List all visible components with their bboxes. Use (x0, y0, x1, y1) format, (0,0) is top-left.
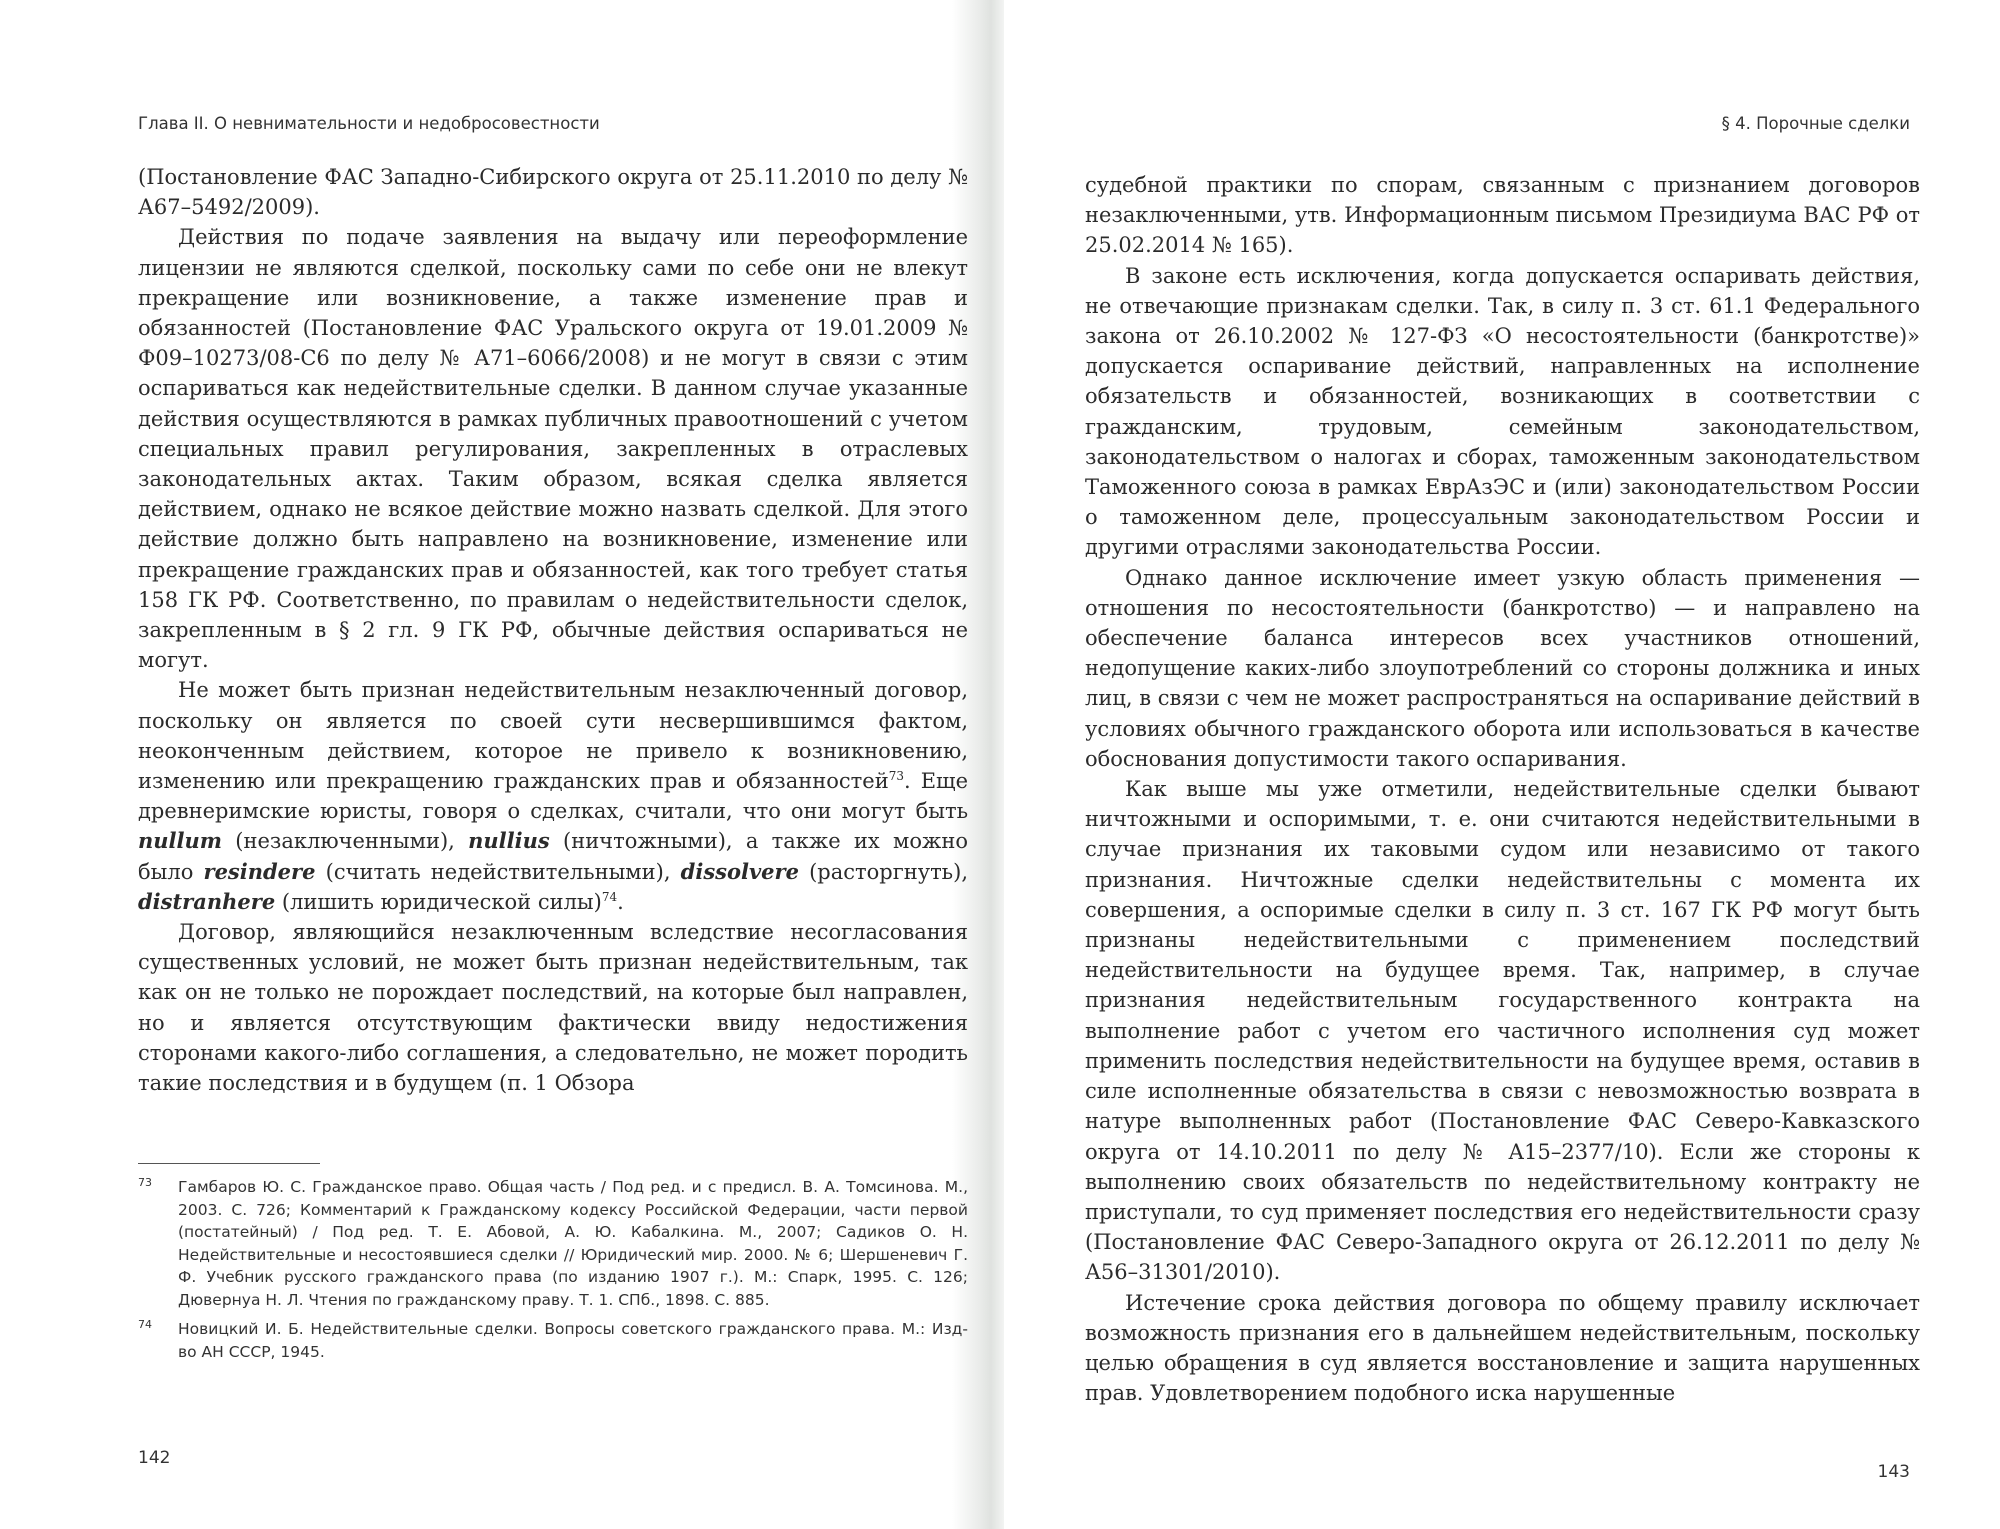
paragraph-text: Еще древнеримские юристы, говоря о сделках, считали, что они могут быть (138, 769, 968, 824)
latin-term: distranhere (138, 888, 276, 914)
latin-term: resindere (203, 858, 316, 884)
paragraph: Договор, являющийся незаключенным вследствие несогласования существенных условий, не может быть признан недействительным, так как он не только не порождает последствий, на которые был направлен, но и является отсутствующим фактически ввиду недостижения сторонами какого-либо соглашения, а следовательно, не может породить такие последствия и в будущем (п. 1 Обзора (138, 920, 968, 1096)
page-number: 143 (1877, 1462, 1910, 1482)
paragraph: Как выше мы уже отметили, недействительные сделки бывают ничтожными и оспоримыми, т. е. они считаются недействительными в случае признания их таковыми судом или независимо от такого признания. Ничтожные сделки недействительны с момента их совершения, а оспоримые сделки в силу п. 3 ст. 167 ГК РФ могут быть признаны недействительными с применением последствий недействительности на будущее время. Так, например, в случае признания недействительным государственного контракта на выполнение работ с учетом его частичного исполнения суд может применить последствия недействительности на будущее время, оставив в силе исполненные обязательства в связи с невозможностью возврата в натуре выполненных работ (Постановление ФАС Северо-Кавказского округа от 14.10.2011 по делу № А15–2377/10). Если же стороны к выполнению своих обязательств по недействительному контракту не приступали, то суд применяет последствия его недействительности сразу (Постановление ФАС Северо-Западного округа от 26.12.2011 по делу № А56–31301/2010). (1085, 777, 1920, 1285)
right-page-body (1085, 170, 1920, 1408)
running-head-chapter: Глава II. О невнимательности и недобросовестности (138, 114, 600, 133)
paragraph-text: (незаключенными), (235, 829, 455, 854)
paragraph: Истечение срока действия договора по общему правилу исключает возможность признания его в дальнейшем недействительным, поскольку целью обращения в суд является восстановление и защита нарушенных прав. Удовлетворением подобного иска нарушенные (1085, 1290, 1920, 1406)
paragraph-text: (ничтожными), а также их можно было (138, 829, 968, 884)
paragraph: Действия по подаче заявления на выдачу или переоформление лицензии не являются сделкой, поскольку сами по себе они не влекут прекращение или возникновение, а также изменение прав и обязанностей (Постановление ФАС Уральского округа от 19.01.2009 № Ф09–10273/08-С6 по делу № А71–6066/2008) и не могут в связи с этим оспариваться как недействительные сделки. В данном случае указанные действия осуществляются в рамках публичных правоотношений с учетом специальных правил регулирования, закрепленных в отраслевых законодательных актах. Таким образом, всякая сделка является действием, однако не всякое действие можно назвать сделкой. Для этого действие должно быть направлено на возникновение, изменение или прекращение гражданских прав и обязанностей, как того требует статья 158 ГК РФ. Соответственно, по правилам о недействительности сделок, закрепленным в § 2 гл. 9 ГК РФ, обычные действия оспариваться не могут. (138, 225, 968, 673)
footnote-text: Новицкий И. Б. Недействительные сделки. Вопросы советского гражданского права. М.: Изд-во АН СССР, 1945. (178, 1320, 968, 1361)
running-head-section: § 4. Порочные сделки (1721, 114, 1910, 133)
paragraph-text: (считать недействительными), (325, 859, 671, 884)
footnote-ref: 73 (888, 769, 905, 784)
footnote (138, 1176, 968, 1311)
footnote-number: 74 (138, 1318, 152, 1331)
right-page (1085, 0, 1920, 1529)
paragraph-text: (расторгнуть), (809, 859, 968, 884)
paragraph: Не может быть признан недействительным незаключенный договор, поскольку он является по своей сути несвершившимся фактом, неоконченным действием, которое не привело к возникновению, изменению или прекращению гражданских прав и обязанностей$^{73}$. Еще древнеримские юристы, говоря о сделках, считали, что они могут быть nullum (незаключенными), nullius (ничтожными), а также их можно было resindere (считать недействительными), dissolvere (расторгнуть), distranhere (лишить юридической силы)$^{74}$. (138, 678, 968, 914)
footnote-text: Гамбаров Ю. С. Гражданское право. Общая часть / Под ред. и с предисл. В. А. Томсинова. М., 2003. С. 726; Комментарий к Гражданскому кодексу Российской Федерации, части первой (постатейный) / Под ред. Т. Е. Абовой, А. Ю. Кабалкина. М., 2007; Садиков О. Н. Недействительные и несостоявшиеся сделки // Юридический мир. 2000. № 6; Шершеневич Г. Ф. Учебник русского гражданского права (по изданию 1907 г.). М.: Спарк, 1995. С. 126; Дювернуа Н. Л. Чтения по гражданскому праву. Т. 1. СПб., 1898. С. 885. (178, 1178, 968, 1309)
paragraph: судебной практики по спорам, связанным с признанием договоров незаключенными, утв. Информационным письмом Президиума ВАС РФ от 25.02.2014 № 165). (1085, 173, 1920, 258)
footnote-number: 73 (138, 1176, 152, 1189)
paragraph: (Постановление ФАС Западно-Сибирского округа от 25.11.2010 по делу № А67–5492/2009). (138, 165, 968, 220)
left-page (138, 0, 968, 1529)
footnote-ref: 74 (601, 889, 618, 904)
latin-term: dissolvere (680, 858, 799, 884)
footnote-divider (138, 1163, 320, 1164)
footnote (138, 1318, 968, 1363)
paragraph: Однако данное исключение имеет узкую область применения — отношения по несостоятельности (банкротство) — и направлено на обеспечение баланса интересов всех участников отношений, недопущение каких-либо злоупотреблений со стороны должника и иных лиц, в связи с чем не может распространяться на оспаривание действий в условиях обычного гражданского оборота или использоваться в качестве обоснования допустимости такого оспаривания. (1085, 565, 1920, 771)
page-number: 142 (138, 1448, 171, 1468)
footnotes (138, 1176, 968, 1370)
latin-term: nullum (138, 828, 222, 854)
paragraph-text: (лишить юридической силы) (281, 889, 602, 914)
paragraph-text: Не может быть признан недействительным незаключенный договор, поскольку он является по своей сути несвершившимся фактом, неоконченным действием, которое не привело к возникновению, изменению или прекращению гражданских прав и обязанностей (138, 678, 968, 794)
left-page-body (138, 162, 968, 1098)
paragraph: В законе есть исключения, когда допускается оспаривать действия, не отвечающие признакам сделки. Так, в силу п. 3 ст. 61.1 Федерального закона от 26.10.2002 № 127-ФЗ «О несостоятельности (банкротстве)» допускается оспаривание действий, направленных на исполнение обязательств и обязанностей, возникающих в соответствии с гражданским, трудовым, семейным законодательством, законодательством о налогах и сборах, таможенным законодательством Таможенного союза в рамках ЕврАзЭС и (или) законодательством России о таможенном деле, процессуальным законодательством России и другими отраслями законодательства России. (1085, 263, 1920, 560)
latin-term: nullius (468, 828, 550, 854)
